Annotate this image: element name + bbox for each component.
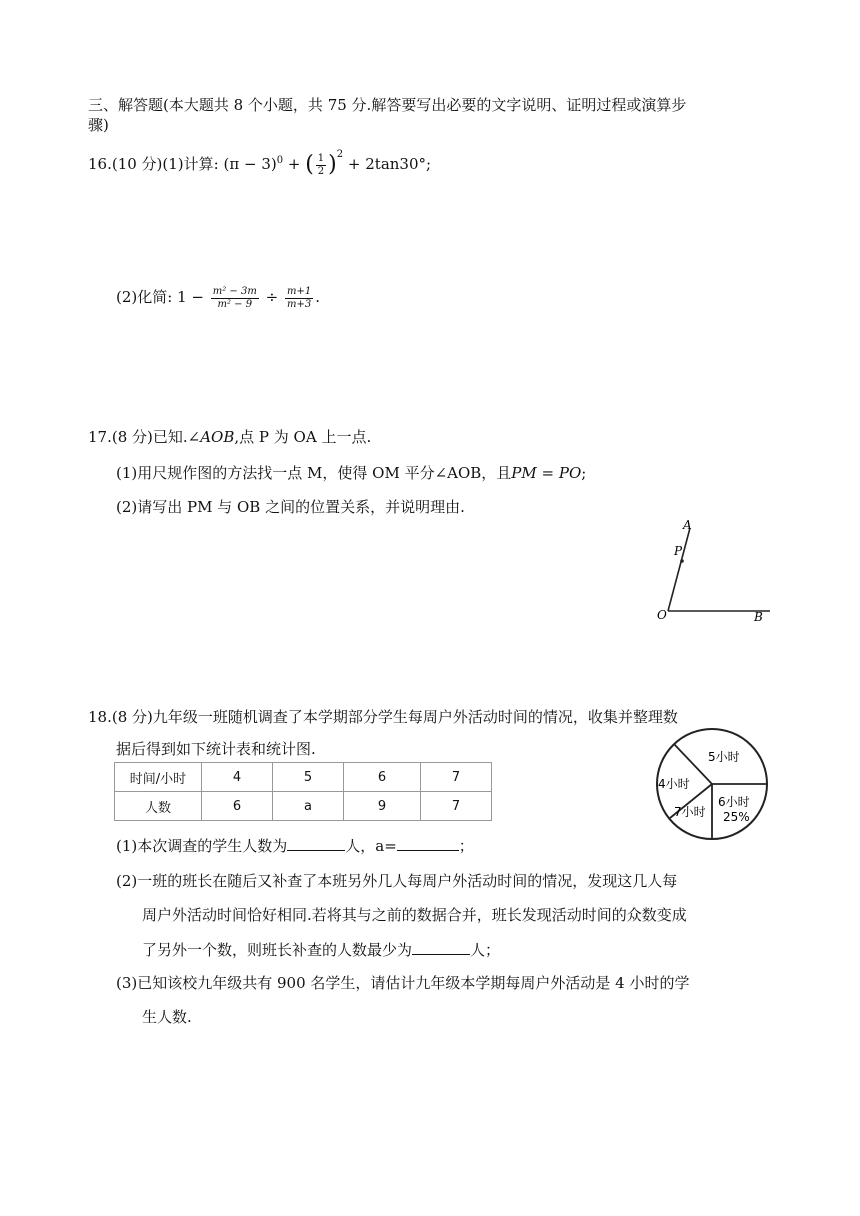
table-header-row (115, 763, 492, 792)
table-cell: 6 (202, 792, 273, 821)
q17-line2-b: ; (581, 464, 587, 482)
q16-exp0: 0 (276, 155, 284, 166)
q17-angle: ∠AOB (187, 428, 235, 446)
q16-p2-frac1: $\frac{\text{m² − 3m}}{\text{m² − 9}}$ (212, 285, 257, 310)
table-cell: 人数 (115, 792, 202, 821)
q16-part1: 16.(10 分)(1)计算: $(\pi - 3)^0$ + ( $\frac{1}{2}$ )$^2$ + 2tan30°; (88, 149, 432, 177)
table-row (115, 792, 492, 821)
label-a: A (683, 518, 692, 532)
q18-sub3-line2: 生人数. (142, 1008, 192, 1026)
pie-chart (652, 724, 772, 844)
table-cell: 9 (344, 792, 421, 821)
q16-plus: + (283, 155, 306, 173)
q17-line1-b: ,点 P 为 OA 上一点. (234, 428, 372, 446)
q16-part2-label: (2)化简: (116, 288, 173, 306)
q17-line1 (88, 426, 371, 448)
table-cell: 6 (344, 763, 421, 792)
table-cell: 时间/小时 (115, 763, 202, 792)
pie-label-6h: 6小时 (718, 795, 750, 809)
q17-line3: (2)请写出 PM 与 OB 之间的位置关系，并说明理由. (116, 498, 465, 516)
table-cell: 4 (202, 763, 273, 792)
q18-line1: 18.(8 分)九年级一班随机调查了本学期部分学生每周户外活动时间的情况，收集并整理数 (88, 708, 678, 726)
q18-sub1-c: ； (458, 837, 474, 855)
q16-number: 16.(10 分)(1)计算: (88, 155, 219, 173)
q18-sub2-l3b: 人； (470, 941, 501, 959)
section-heading-cont: 骤) (88, 116, 109, 134)
q18-sub3-line1: (3)已知该校九年级共有 900 名学生，请估计九年级本学期每周户外活动是 4 小时的学 (116, 974, 690, 992)
q16-expr-a: (π − 3) (223, 155, 277, 173)
q17-line2 (116, 462, 586, 484)
angle-aob-figure (648, 516, 778, 628)
answer-blank[interactable] (397, 834, 459, 851)
table-cell: 7 (421, 792, 492, 821)
table-cell: 7 (421, 763, 492, 792)
q18-sub2-line2: 周户外活动时间恰好相同.若将其与之前的数据合并，班长发现活动时间的众数变成 (142, 906, 687, 924)
q16-frac-half: $\frac{1}{2}$ (317, 152, 325, 177)
answer-blank[interactable] (287, 834, 345, 851)
q16-p2-div: ÷ (265, 288, 279, 306)
q18-sub2-line3 (142, 938, 500, 961)
q16-exp2: 2 (336, 149, 344, 160)
table-cell: a (273, 792, 344, 821)
section-heading: 三、解答题(本大题共 8 个小题，共 75 分.解答要写出必要的文字说明、证明过程或演算步 (88, 96, 687, 114)
label-o: O (657, 608, 667, 622)
q18-sub2-line1: (2)一班的班长在随后又补查了本班另外几人每周户外活动时间的情况，发现这几人每 (116, 872, 678, 890)
q16-p2-one: 1 − (177, 288, 204, 306)
q16-p2-frac2: $\frac{m+1}{m+3}$ (286, 285, 312, 310)
q17-line2-a: (1)用尺规作图的方法找一点 M，使得 OM 平分∠AOB，且 (116, 464, 512, 482)
q18-sub2-l3a: 了另外一个数，则班长补查的人数最少为 (142, 941, 413, 959)
q18-sub1-a: (1)本次调查的学生人数为 (116, 837, 288, 855)
q18-sub1-b: 人，a= (345, 837, 397, 855)
table-cell: 5 (273, 763, 344, 792)
q16-part2 (116, 282, 320, 312)
label-p: P (674, 544, 683, 558)
pie-label-percent: 25% (723, 810, 750, 824)
q17-eq: PM = PO (511, 464, 582, 482)
pie-label-7h: 7小时 (674, 805, 706, 819)
pie-label-4h: 4小时 (658, 777, 690, 791)
stats-table (114, 762, 492, 821)
q16-expr-b: + 2tan30°; (343, 155, 432, 173)
q17-line1-a: 17.(8 分)已知. (88, 428, 188, 446)
q18-sub1 (116, 834, 474, 857)
label-b: B (754, 610, 763, 624)
q18-line2: 据后得到如下统计表和统计图. (116, 740, 316, 758)
answer-blank[interactable] (412, 938, 470, 955)
pie-label-5h: 5小时 (708, 750, 740, 764)
ray-oa (668, 528, 690, 611)
q16-p2-end: . (315, 288, 320, 306)
point-p (680, 559, 684, 563)
